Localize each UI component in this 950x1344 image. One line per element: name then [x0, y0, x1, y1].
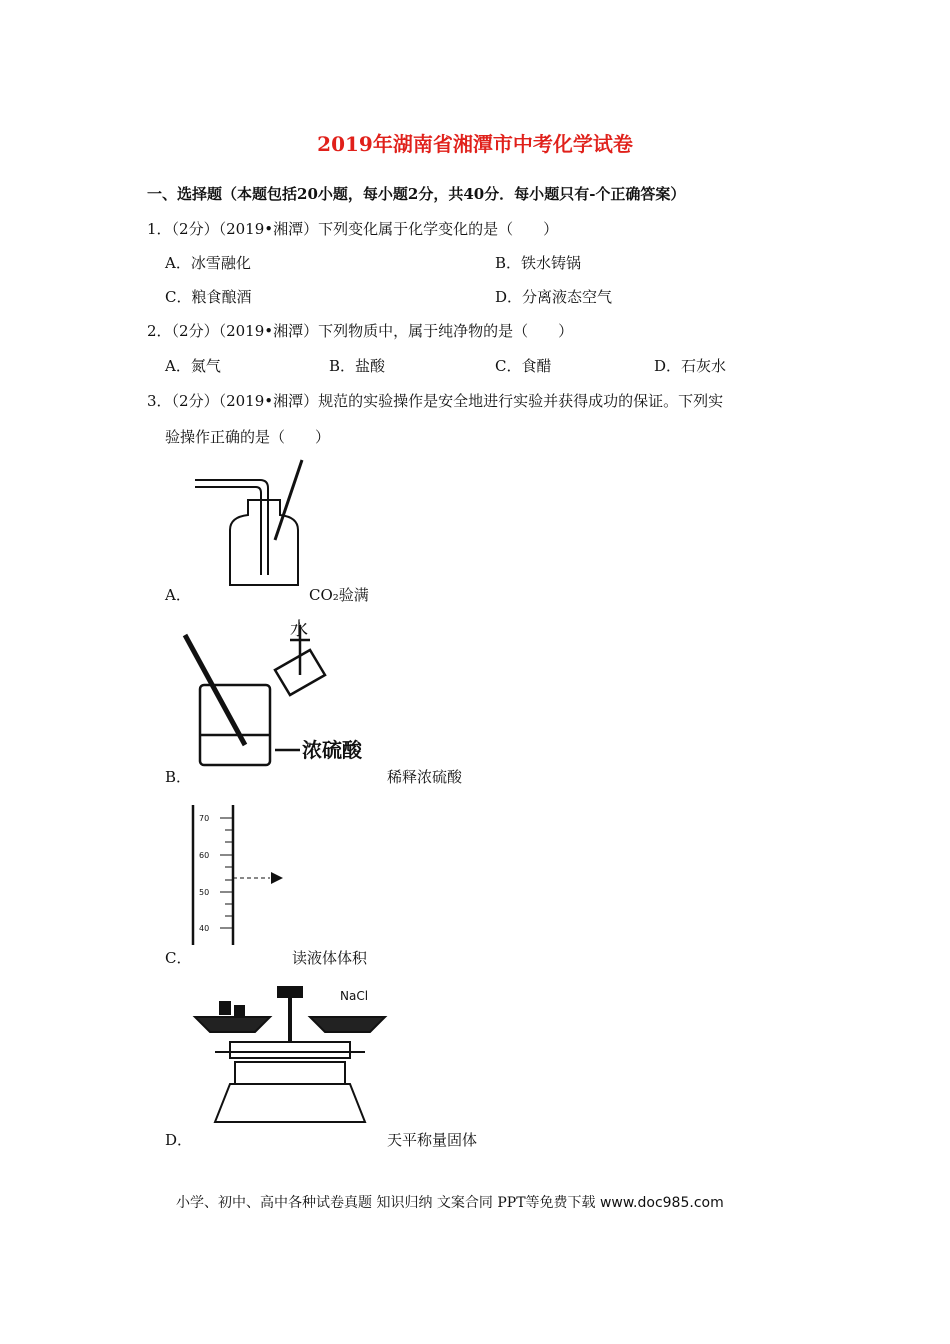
dilute-acid-beaker-figure	[180, 615, 380, 775]
question-2-text: 2．（2分）（2019•湘潭）下列物质中，属于纯净物的是（ ）	[147, 322, 574, 340]
question-3-option-b-letter: B．	[165, 768, 192, 786]
question-1-option-d: D．分离液态空气	[495, 288, 613, 306]
tick-40: 40	[199, 924, 210, 933]
tick-50: 50	[199, 888, 210, 897]
balance-scale-figure	[190, 982, 390, 1132]
footer-text: 小学、初中、高中各种试卷真题 知识归纳 文案合同 PPT等免费下载	[176, 1195, 596, 1211]
co2-collection-bottle-figure	[190, 455, 320, 590]
question-2-option-c: C．食醋	[495, 357, 552, 375]
footer-url[interactable]: www.doc985.com	[599, 1195, 724, 1211]
conc-acid-label: 浓硫酸	[302, 738, 362, 762]
question-3-text-line1: 3．（2分）（2019•湘潭）规范的实验操作是安全地进行实验并获得成功的保证。下列实	[147, 392, 724, 410]
question-3-option-b-caption: 稀释浓硫酸	[387, 768, 463, 786]
question-3-option-d-caption: 天平称量固体	[387, 1131, 478, 1149]
question-1-option-c: C．粮食酿酒	[165, 288, 252, 306]
question-3-option-c-letter: C．	[165, 949, 192, 967]
question-1-option-a: A．冰雪融化	[165, 254, 251, 272]
tick-70: 70	[199, 814, 210, 823]
tick-60: 60	[199, 851, 210, 860]
question-1-option-b: B．铁水铸锅	[495, 254, 582, 272]
water-label: 水	[290, 619, 308, 640]
graduated-cylinder-figure	[185, 800, 295, 950]
question-3-option-c-caption: 读液体体积	[292, 949, 368, 967]
question-3-option-d-letter: D．	[165, 1131, 193, 1149]
question-2-option-d: D．石灰水	[654, 357, 727, 375]
section-heading: 一、选择题（本题包括20小题，每小题2分，共40分．每小题只有-个正确答案）	[147, 185, 686, 203]
question-3-text-line2: 验操作正确的是（ ）	[165, 428, 331, 446]
question-3-option-a-letter: A．	[165, 586, 191, 604]
footer	[176, 1192, 724, 1212]
page-title: 2019年湖南省湘潭市中考化学试卷	[317, 132, 633, 156]
nacl-label: NaCl	[340, 989, 369, 1003]
question-2-option-b: B．盐酸	[329, 357, 386, 375]
question-3-option-a-caption: CO₂验满	[309, 586, 369, 604]
question-2-option-a: A．氮气	[165, 357, 221, 375]
question-1-text: 1．（2分）（2019•湘潭）下列变化属于化学变化的是（ ）	[147, 220, 559, 238]
